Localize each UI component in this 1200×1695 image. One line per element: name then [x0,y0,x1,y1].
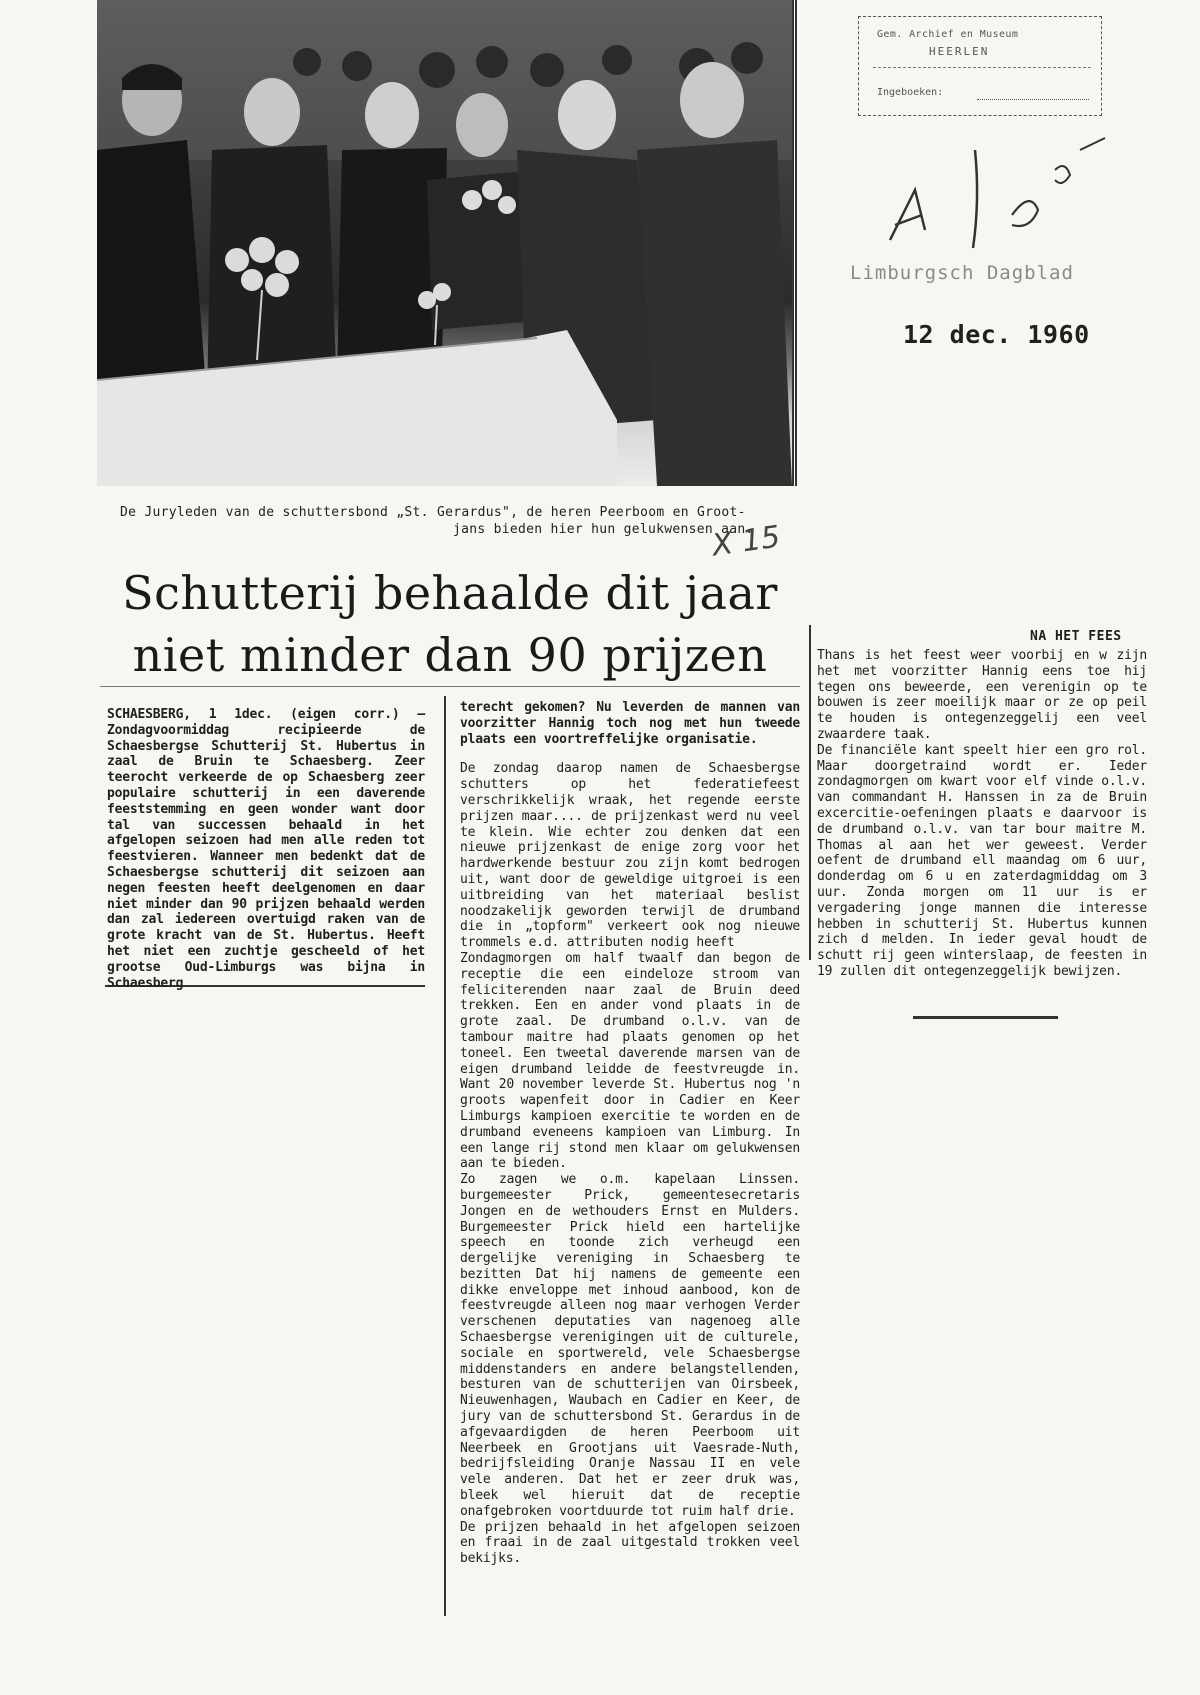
article-column-2 [460,700,800,1567]
headline [100,562,800,686]
caption-line-2: jans bieden hier hun gelukwensen aan. [453,522,754,537]
handwritten-signature [880,130,1120,260]
sidebar-subhead: NA HET FEES [1030,629,1122,644]
handwritten-mark: X 15 [709,519,783,564]
article-paragraph-4: Zo zagen we o.m. kapelaan Linssen. burgemeester Prick, gemeentesecretaris Jongen en de wethouders Ernst en Mulders. Burgemeester Prick hield een hartelijke speech en toonde zich verheugd een dergelijke vereniging in Schaesberg te bezitten Dat hij namens de gemeente een dikke enveloppe met inhoud aanbood, kon de feestvreugde alleen nog maar verhogen Verder verschenen deputaties van nagenoeg alle Schaesbergse verenigingen uit de culturele, sociale en sportwereld, vele Schaesbergse middenstanders en andere belangstellenden, besturen van de schutterijen van Oirsbeek, Nieuwenhagen, Waubach en Cadier en Keer, de jury van de schuttersbond St. Gerardus in de afgevaardigden de heren Peerboom uit Neerbeek en Grootjans uit Vaesrade-Nuth, bedrijfsleiding Oranje Nassau II en vele vele anderen. Dat het er zeer druk was, bleek wel hieruit dat de receptie onafgebroken voortduurde tot ruim half drie. [460,1172,800,1519]
article-lead-continued: terecht gekomen? Nu leverden de mannen van voorzitter Hannig toch nog met hun tweede plaats een voortreffelijke organisatie. [460,700,800,747]
stamp-line-1: Gem. Archief en Museum [877,29,1019,40]
sidebar-paragraph-2: De financiële kant speelt hier een gro rol. Maar doorgetraind wordt er. Ieder zondagmorgen om kwart voor elf vinde o.l.v. van commandant H. Hanssen in za de Bruin excercitie-oefeningen plaats e daarvoor is de drumband o.l.v. van tar bour maitre M. Thomas al aan het wer geweest. Verder oefent de drumband ell maandag om 6 uur, donderdag om 6 u en zaterdagmiddag om 3 uur. Zonda morgen om 11 uur is er vergadering jonge mannen die interesse hebben in schutterij St. Hubertus kunnen zich d melden. In ieder geval houdt de schutt rij geen winterslaap, de feesten in 19 zullen dit ontegenzeggelijk bewijzen. [817,742,1147,979]
headline-rule [100,686,800,687]
caption-line-1: De Juryleden van de schuttersbond „St. Gerardus", de heren Peerboom en Groot- [120,505,746,520]
stamp-divider [873,67,1091,68]
date-stamp: 12 dec. 1960 [903,320,1090,349]
article-column-1 [107,707,425,991]
news-photo [97,0,794,486]
column-rule-2 [809,625,811,960]
stamp-line-3: Ingeboeken: [877,87,944,98]
archive-stamp [858,16,1102,116]
newspaper-source: Limburgsch Dagblad [850,262,1074,284]
article-paragraph-5: De prijzen behaald in het afgelopen seizoen en fraai in de zaal uitgestald trokken veel bekijks. [460,1519,800,1567]
column-rule-1 [444,696,446,1616]
photo-scene [97,0,792,486]
article-paragraph-3: Zondagmorgen om half twaalf dan begon de receptie die een eindeloze stroom van feliciterenden naar zaal de Bruin deed trekken. Een en ander vond plaats in de grote zaal. De drumband o.l.v. van de tambour maitre had plaats genomen op het toneel. Een tweetal daverende marsen van de eigen drumband leidde de feestvreugde in. Want 20 november leverde St. Hubertus nog 'n groots wapenfeit door in Cadier en Keer Limburgs kampioen exercitie te worden en de drumband eveneens kampioen van Limburg. In een lange rij stond men klaar om gelukwensen aan te bieden. [460,950,800,1172]
photo-edge-rule [795,0,797,486]
sidebar-paragraph-1: Thans is het feest weer voorbij en w zijn het met voorzitter Hannig eens toe hij tegen ons beweerde, een verenigin op te bouwen is zeer moeilijk maar or ze op peil te houden is ontegenzeggelij een veel zwaardere taak. [817,648,1147,742]
headline-line-2: niet minder dan 90 prijzen [132,628,768,682]
photo-caption [120,504,800,538]
article-lead: SCHAESBERG, 1 1dec. (eigen corr.) — Zondagvoormiddag recipieerde de Schaesbergse Schutterij St. Hubertus in zaal de Bruin te Schaesberg. Zeer teerocht verkeerde de op Schaesberg zeer populaire schutterij in een daverende feeststemming en geen wonder want door tal van successen behaald in het afgelopen seizoen had men alle reden tot feestvieren. Wanneer men bedenkt dat de Schaesbergse schutterij dit seizoen aan negen feesten heeft deelgenomen en daar niet minder dan 90 prijzen behaald werden dan zal iedereen overtuigd raken van de grote kracht van de St. Hubertus. Heeft het niet een zuchtje gescheeld of het grootse Oud-Limburgs was bijna in Schaesberg [107,707,425,991]
sidebar-column [817,648,1147,980]
sidebar-end-rule [913,1016,1058,1019]
stamp-dotted-line [977,99,1089,100]
article-paragraph-2: De zondag daarop namen de Schaesbergse schutters op het federatiefeest verschrikkelijk wraak, het regende eerste prijzen maar.... de prijzenkast werd nu veel te klein. Wie echter zou denken dat een nieuwe prijzenkast de enige zorg voor het hardwerkende bestuur zou zijn komt bedrogen uit, want door de geweldige uitgroei is een uitbreiding van het materiaal beslist noodzakelijk geworden terwijl de drumband die in „topform" verkeert ook nog nieuwe trommels e.d. attributen nodig heeft [460,761,800,951]
headline-line-1: Schutterij behaalde dit jaar [122,566,778,620]
stamp-line-2: HEERLEN [929,45,990,58]
